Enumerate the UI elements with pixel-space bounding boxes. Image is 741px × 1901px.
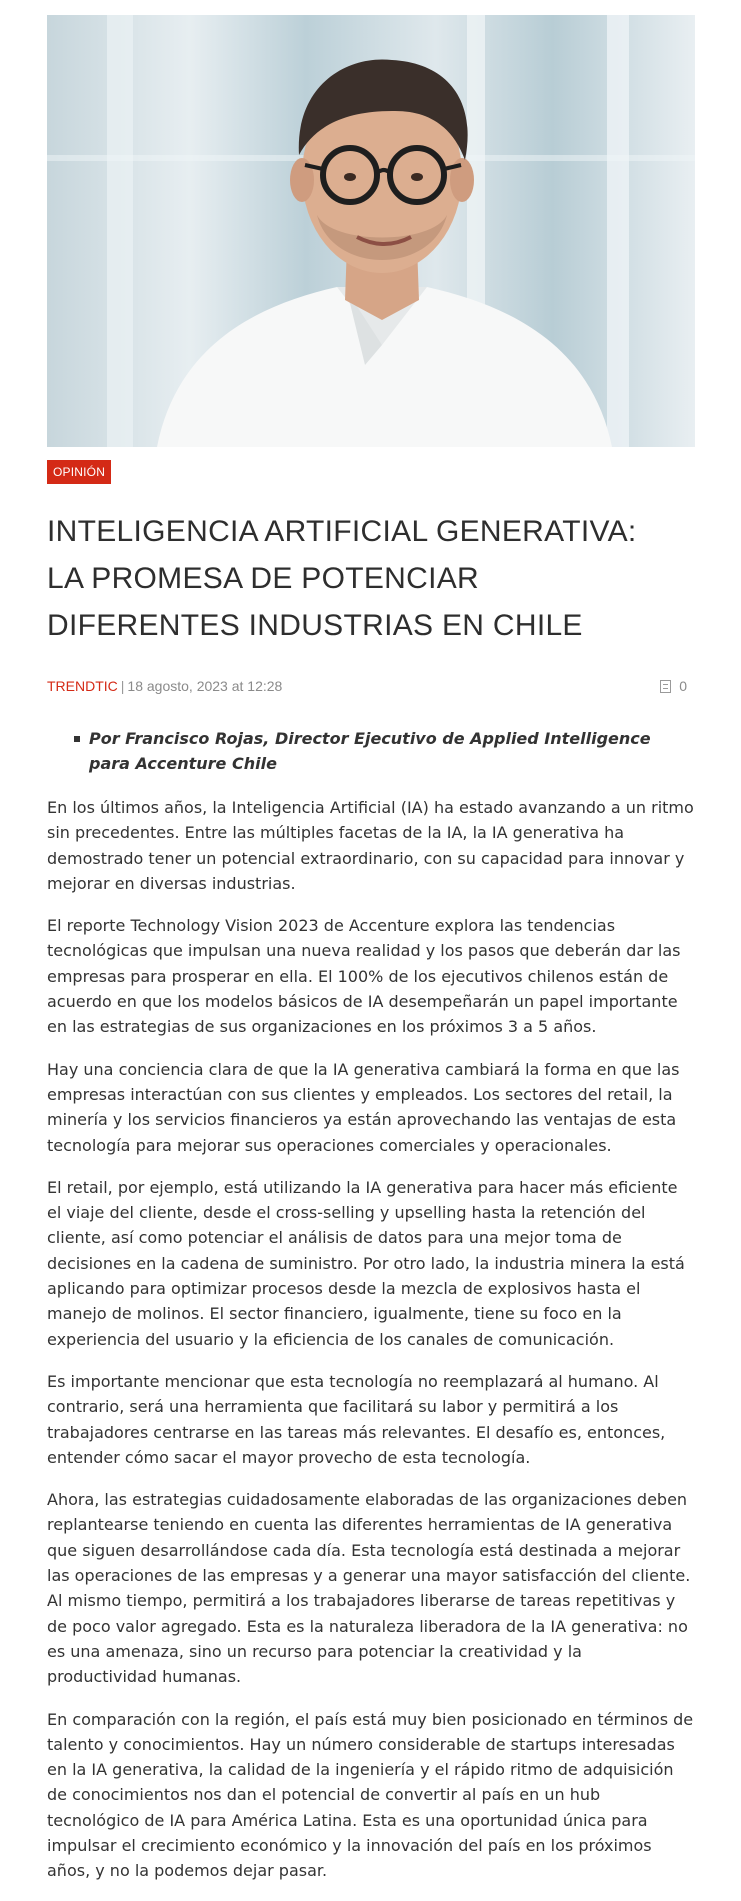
- portrait-illustration: [47, 15, 695, 447]
- paragraph-5: Es importante mencionar que esta tecnología no reemplazará al humano. Al contrario, será una herramienta que facilitará su labor y permitirá a los trabajadores centrarse en las tareas más relevantes. El desafío es, entonces, entender cómo sacar el mayor provecho de esta tecnología.: [47, 1371, 666, 1467]
- paragraph-4: El retail, por ejemplo, está utilizando la IA generativa para hacer más eficiente el viaje del cliente, desde el cross-selling y upselling hasta la retención del cliente, así como potenciar el análisis de datos para una mejor toma de decisiones en la cadena de suministro. Por otro lado, la industria minera la está aplicando para optimizar procesos desde la mezcla de explosivos hasta el manejo de molinos. El sector financiero, igualmente, tiene su foco en la experiencia del usuario y la eficiencia de los canales de comunicación.: [47, 1177, 685, 1349]
- publish-date: 18 agosto, 2023 at 12:28: [127, 678, 283, 694]
- paragraph-7: En comparación con la región, el país está muy bien posicionado en términos de talento y conocimientos. Hay un número considerable de startups interesadas en la IA generativa, la calidad de la ingeniería y el rápido ritmo de adquisición de conocimientos nos dan el potencial de convertir al país en un hub tecnológico de IA para América Latina. Esta es una oportunidad única para impulsar el crecimiento económico y la innovación del país en los próximos años, y no la podemos dejar pasar.: [47, 1709, 694, 1881]
- byline-item: Por Francisco Rojas, Director Ejecutivo de Applied Intelligence para Accenture Chile: [47, 726, 687, 776]
- comments-link[interactable]: [660, 676, 687, 696]
- comment-icon: [660, 680, 671, 693]
- paragraph-6: Ahora, las estrategias cuidadosamente elaboradas de las organizaciones deben replantearse teniendo en cuenta las diferentes herramientas de IA generativa que siguen desarrollándose cada día. Esta tecnología está destinada a mejorar las operaciones de las empresas y a generar una mayor satisfacción del cliente. Al mismo tiempo, permitirá a los trabajadores liberarse de tareas repetitivas y de poco valor agregado. Esta es la naturaleza liberadora de la IA generativa: no es una amenaza, sino un recurso para potenciar la creatividad y la productividad humanas.: [47, 1490, 691, 1687]
- byline-list: [47, 726, 687, 776]
- paragraph-1: En los últimos años, la Inteligencia Artificial (IA) ha estado avanzando a un ritmo sin precedentes. Entre las múltiples facetas de la IA, la IA generativa ha demostrado tener un potencial extraordinario, con su capacidad para innovar y mejorar en diversas industrias.: [47, 798, 694, 893]
- article-title: INTELIGENCIA ARTIFICIAL GENERATIVA: LA PROMESA DE POTENCIAR DIFERENTES INDUSTRIAS EN CHILE: [47, 515, 637, 642]
- hero-image: [47, 15, 695, 447]
- meta-separator: |: [120, 678, 125, 694]
- author-link[interactable]: TRENDTIC: [47, 678, 118, 694]
- comment-count: 0: [679, 678, 687, 694]
- category-badge[interactable]: OPINIÓN: [47, 460, 111, 484]
- paragraph-2: El reporte Technology Vision 2023 de Accenture explora las tendencias tecnológicas que impulsan una nueva realidad y los pasos que deberán dar las empresas para prosperar en ella. El 100% de los ejecutivos chilenos están de acuerdo en que los modelos básicos de IA desempeñarán un papel importante en las estrategias de sus organizaciones en los próximos 3 a 5 años.: [47, 916, 681, 1037]
- article-meta: [47, 676, 687, 696]
- article-body: [47, 795, 695, 1901]
- paragraph-3: Hay una conciencia clara de que la IA generativa cambiará la forma en que las empresas interactúan con sus clientes y empleados. Los sectores del retail, la minería y los servicios financieros ya están aprovechando las ventajas de esta tecnología para mejorar sus operaciones comerciales y operacionales.: [47, 1059, 680, 1155]
